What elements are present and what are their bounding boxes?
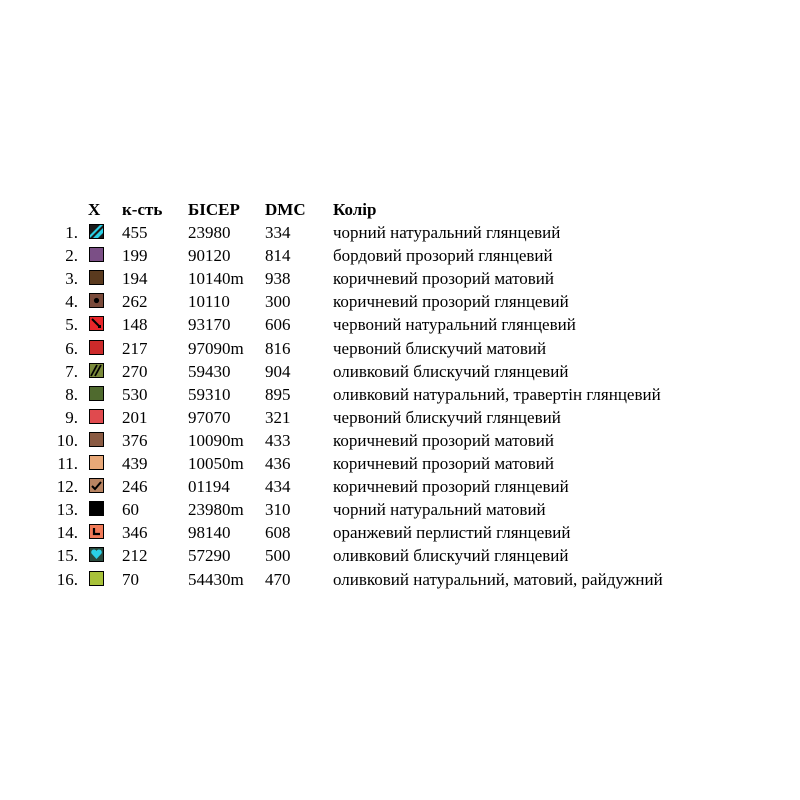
row-bead-code: 59310	[188, 384, 231, 404]
row-dmc-code: 300	[265, 292, 291, 312]
row-qty: 217	[122, 338, 148, 358]
diagonal-line-icon	[89, 316, 104, 331]
row-number: 2.	[65, 246, 78, 266]
row-number: 16.	[56, 569, 78, 589]
row-number: 12.	[56, 477, 78, 497]
row-bead-code: 01194	[188, 477, 230, 497]
row-bead-code: 97070	[188, 407, 231, 427]
row-dmc-code: 816	[265, 338, 291, 358]
row-qty: 60	[122, 500, 139, 520]
row-number: 1.	[65, 223, 78, 243]
row-dmc-code: 334	[265, 223, 291, 243]
row-dmc-code: 814	[265, 246, 291, 266]
row-bead-code: 23980	[188, 223, 231, 243]
row-bead-code: 10050m	[188, 454, 244, 474]
row-number: 11.	[57, 454, 78, 474]
color-swatch	[89, 247, 104, 262]
row-dmc-code: 436	[265, 454, 291, 474]
row-number: 4.	[65, 292, 78, 312]
color-swatch	[89, 340, 104, 355]
row-color-name: червоний блискучий матовий	[333, 338, 547, 358]
color-swatch	[89, 455, 104, 470]
row-qty: 262	[122, 292, 148, 312]
row-number: 9.	[65, 407, 78, 427]
row-bead-code: 59430	[188, 361, 231, 381]
double-slash-icon	[89, 363, 104, 378]
row-dmc-code: 606	[265, 315, 291, 335]
row-qty: 201	[122, 407, 148, 427]
header-bead: БІСЕР	[188, 200, 240, 219]
header-qty: к-сть	[122, 200, 163, 219]
row-number: 6.	[65, 338, 78, 358]
row-color-name: оливковий натуральний, матовий, райдужний	[333, 569, 663, 589]
row-bead-code: 10110	[188, 292, 230, 312]
row-color-name: оливковий натуральний, травертін глянцевий	[333, 384, 661, 404]
row-qty: 194	[122, 269, 148, 289]
row-qty: 148	[122, 315, 148, 335]
row-qty: 212	[122, 546, 148, 566]
color-swatch	[89, 409, 104, 424]
row-color-name: червоний натуральний глянцевий	[333, 315, 576, 335]
row-qty: 376	[122, 430, 148, 450]
row-bead-code: 54430m	[188, 569, 244, 589]
row-dmc-code: 938	[265, 269, 291, 289]
diagonal-cyan-stripe-icon	[89, 224, 104, 239]
row-qty: 346	[122, 523, 148, 543]
row-number: 14.	[56, 523, 78, 543]
row-qty: 199	[122, 246, 148, 266]
row-bead-code: 97090m	[188, 338, 244, 358]
row-dmc-code: 608	[265, 523, 291, 543]
header-color: Колір	[333, 200, 377, 219]
row-dmc-code: 434	[265, 477, 291, 497]
row-bead-code: 57290	[188, 546, 231, 566]
row-qty: 455	[122, 223, 148, 243]
row-color-name: оранжевий перлистий глянцевий	[333, 523, 571, 543]
row-color-name: коричневий прозорий матовий	[333, 430, 554, 450]
row-color-name: коричневий прозорий матовий	[333, 454, 554, 474]
row-dmc-code: 904	[265, 361, 291, 381]
row-dmc-code: 310	[265, 500, 291, 520]
row-dmc-code: 895	[265, 384, 291, 404]
row-dmc-code: 433	[265, 430, 291, 450]
row-qty: 530	[122, 384, 148, 404]
color-swatch	[89, 270, 104, 285]
row-number: 13.	[56, 500, 78, 520]
color-swatch	[89, 501, 104, 516]
color-swatch	[89, 386, 104, 401]
row-color-name: коричневий прозорий матовий	[333, 269, 554, 289]
row-color-name: бордовий прозорий глянцевий	[333, 246, 553, 266]
corner-l-icon	[89, 524, 104, 539]
row-number: 10.	[56, 430, 78, 450]
row-number: 8.	[65, 384, 78, 404]
color-swatch	[89, 432, 104, 447]
row-bead-code: 93170	[188, 315, 231, 335]
dot-icon	[89, 293, 104, 308]
row-color-name: оливковий блискучий глянцевий	[333, 361, 569, 381]
row-dmc-code: 500	[265, 546, 291, 566]
row-number: 3.	[65, 269, 78, 289]
row-qty: 246	[122, 477, 148, 497]
row-dmc-code: 321	[265, 407, 291, 427]
row-bead-code: 10140m	[188, 269, 244, 289]
row-number: 5.	[65, 315, 78, 335]
header-symbol: X	[88, 200, 101, 219]
row-number: 15.	[56, 546, 78, 566]
check-icon	[89, 478, 104, 493]
row-qty: 70	[122, 569, 139, 589]
row-color-name: оливковий блискучий глянцевий	[333, 546, 569, 566]
row-color-name: чорний натуральний матовий	[333, 500, 546, 520]
row-color-name: коричневий прозорий глянцевий	[333, 477, 569, 497]
row-bead-code: 98140	[188, 523, 231, 543]
row-bead-code: 10090m	[188, 430, 244, 450]
row-bead-code: 23980m	[188, 500, 244, 520]
header-dmc: DMC	[265, 200, 306, 219]
row-dmc-code: 470	[265, 569, 291, 589]
row-bead-code: 90120	[188, 246, 231, 266]
row-color-name: червоний блискучий глянцевий	[333, 407, 561, 427]
row-qty: 270	[122, 361, 148, 381]
row-qty: 439	[122, 454, 148, 474]
row-color-name: чорний натуральний глянцевий	[333, 223, 561, 243]
heart-cyan-icon	[89, 547, 104, 562]
row-color-name: коричневий прозорий глянцевий	[333, 292, 569, 312]
row-number: 7.	[65, 361, 78, 381]
color-swatch	[89, 571, 104, 586]
